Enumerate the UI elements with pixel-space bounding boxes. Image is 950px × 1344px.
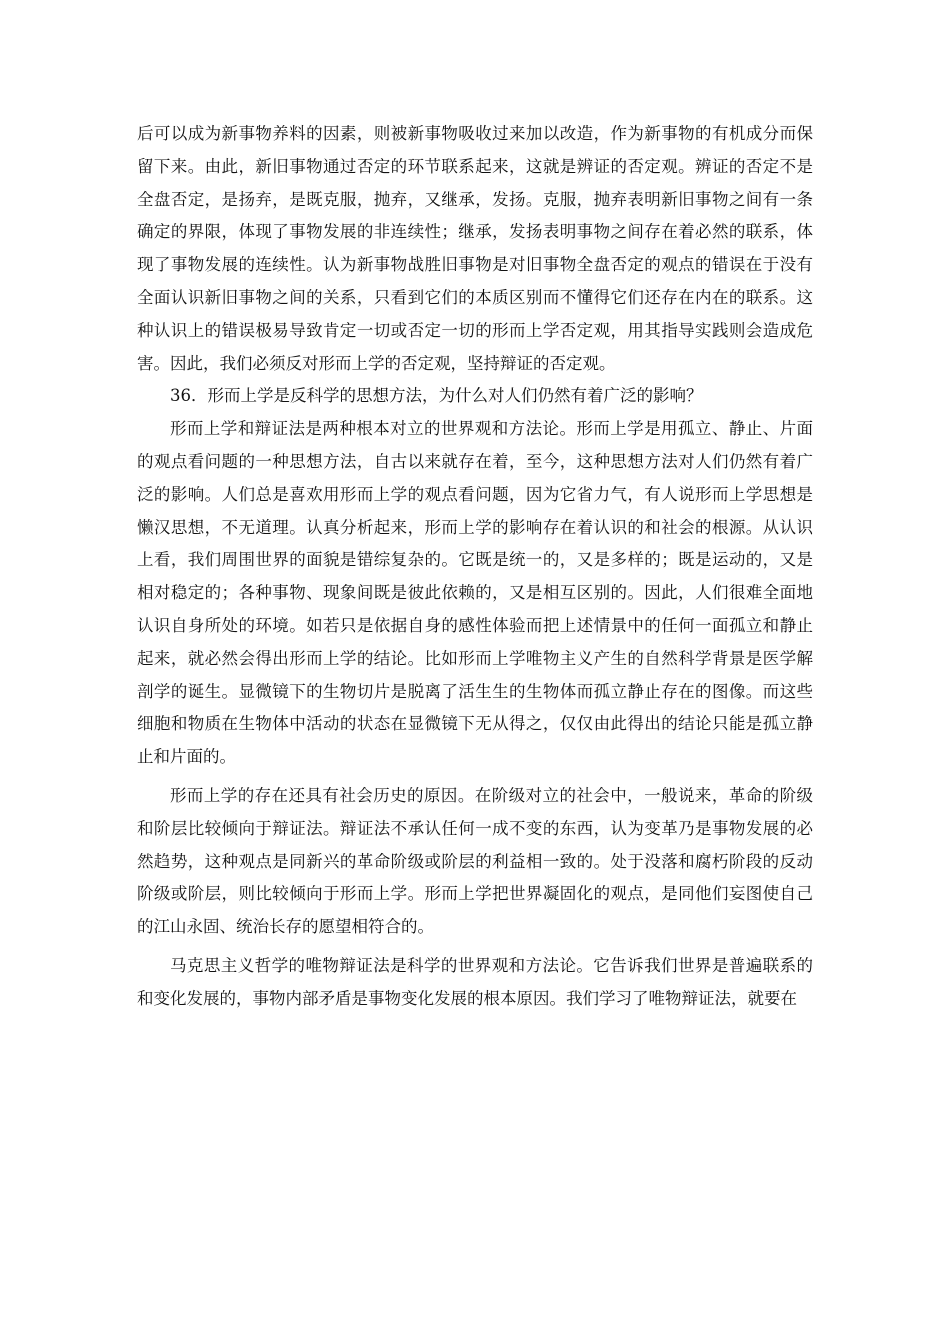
question-36-heading: 36．形而上学是反科学的思想方法，为什么对人们仍然有着广泛的影响？	[170, 386, 703, 406]
paragraph-continued-dialectical-negation: 后可以成为新事物养料的因素，则被新事物吸收过来加以改造，作为新事物的有机成分而保留下来。由此，新旧事物通过否定的环节联系起来，这就是辨证的否定观。辨证的否定不是全盘否定，是扬弃，是既克服，抛弃，又继承，发扬。克服，抛弃表明新旧事物之间有一条确定的界限，体现了事物发展的非连续性；继承，发扬表明事物之间存在着必然的联系，体现了事物发展的连续性。认为新事物战胜旧事物是对旧事物全盘否定的观点的错误在于没有全面认识新旧事物之间的关系，只看到它们的本质区别而不懂得它们还存在内在的联系。这种认识上的错误极易导致肯定一切或否定一切的形而上学否定观，用其指导实践则会造成危害。因此，我们必须反对形而上学的否定观，坚持辩证的否定观。	[137, 124, 813, 373]
document-body	[137, 118, 813, 1016]
paragraph-materialist-dialectics: 马克思主义哲学的唯物辩证法是科学的世界观和方法论。它告诉我们世界是普遍联系的和变化发展的，事物内部矛盾是事物变化发展的根本原因。我们学习了唯物辩证法，就要在	[137, 955, 813, 1008]
paragraph-metaphysics-social-roots: 形而上学的存在还具有社会历史的原因。在阶级对立的社会中，一般说来，革命的阶级和阶层比较倾向于辩证法。辩证法不承认任何一成不变的东西，认为变革乃是事物发展的必然趋势，这种观点是同新兴的革命阶级或阶层的利益相一致的。处于没落和腐朽阶段的反动阶级或阶层，则比较倾向于形而上学。形而上学把世界凝固化的观点，是同他们妄图使自己的江山永固、统治长存的愿望相符合的。	[137, 785, 813, 937]
paragraph-metaphysics-epistemic-roots: 形而上学和辩证法是两种根本对立的世界观和方法论。形而上学是用孤立、静止、片面的观点看问题的一种思想方法，自古以来就存在着，至今，这种思想方法对人们仍然有着广泛的影响。人们总是喜欢用形而上学的观点看问题，因为它省力气，有人说形而上学思想是懒汉思想，不无道理。认真分析起来，形而上学的影响存在着认识的和社会的根源。从认识上看，我们周围世界的面貌是错综复杂的。它既是统一的，又是多样的；既是运动的，又是相对稳定的；各种事物、现象间既是彼此依赖的，又是相互区别的。因此，人们很难全面地认识自身所处的环境。如若只是依据自身的感性体验而把上述情景中的任何一面孤立和静止起来，就必然会得出形而上学的结论。比如形而上学唯物主义产生的自然科学背景是医学解剖学的诞生。显微镜下的生物切片是脱离了活生生的生物体而孤立静止存在的图像。而这些细胞和物质在生物体中活动的状态在显微镜下无从得之，仅仅由此得出的结论只能是孤立静止和片面的。	[137, 419, 813, 767]
